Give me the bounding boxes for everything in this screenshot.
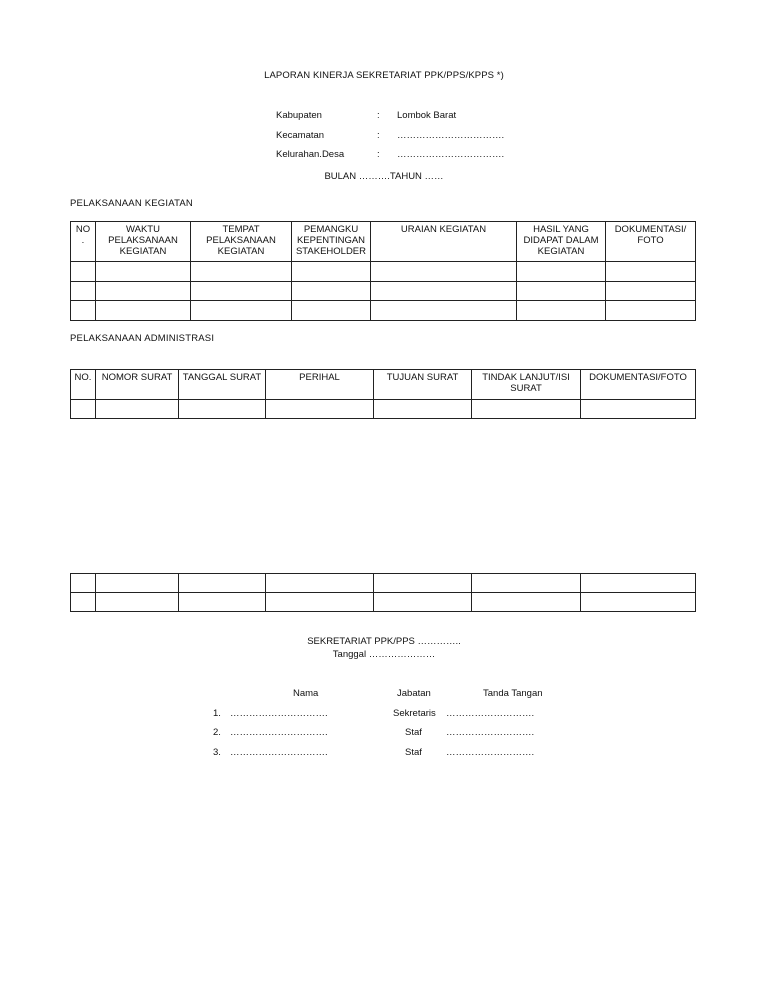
table-cell[interactable] (266, 400, 374, 419)
table-cell[interactable] (96, 301, 191, 321)
table-row (71, 574, 696, 593)
table-cell[interactable] (517, 301, 606, 321)
table-cell[interactable] (96, 282, 191, 301)
header-dokumentasi: DOKUMENTASI/ FOTO (606, 222, 696, 262)
signature-row-num: 2. (213, 727, 221, 738)
table-cell[interactable] (266, 593, 374, 612)
signature-row-name: …………………………. (230, 708, 328, 719)
signature-row-position: Sekretaris (393, 708, 436, 719)
table-cell[interactable] (292, 301, 371, 321)
signature-col-name: Nama (293, 688, 319, 699)
signature-date: Tanggal ………………… (332, 649, 436, 660)
table-cell[interactable] (191, 262, 292, 282)
header-tempat: TEMPAT PELAKSANAAN KEGIATAN (191, 222, 292, 262)
header-no: NO . (71, 222, 96, 262)
administrasi-continuation-table (70, 573, 696, 612)
info-colon: : (377, 110, 380, 121)
table-cell[interactable] (581, 400, 696, 419)
signature-row-position: Staf (405, 727, 422, 738)
info-value-kecamatan: ……………………………. (397, 130, 505, 141)
signature-row-position: Staf (405, 747, 422, 758)
table-cell[interactable] (292, 262, 371, 282)
header-tanggal-surat: TANGGAL SURAT (179, 370, 266, 400)
table-cell[interactable] (96, 400, 179, 419)
signature-row-num: 1. (213, 708, 221, 719)
table-header-row (71, 222, 696, 262)
info-value-kabupaten: Lombok Barat (397, 110, 457, 121)
table-cell[interactable] (96, 593, 179, 612)
table-cell[interactable] (96, 574, 179, 593)
table-cell[interactable] (191, 282, 292, 301)
table-cell[interactable] (179, 593, 266, 612)
header-waktu: WAKTU PELAKSANAAN KEGIATAN (96, 222, 191, 262)
table-cell[interactable] (517, 262, 606, 282)
table-cell[interactable] (517, 282, 606, 301)
header-uraian: URAIAN KEGIATAN (371, 222, 517, 262)
table-row (71, 262, 696, 282)
table-cell[interactable] (371, 262, 517, 282)
table-cell[interactable] (371, 301, 517, 321)
table-cell[interactable] (472, 593, 581, 612)
table-cell[interactable] (374, 574, 472, 593)
table-cell[interactable] (374, 593, 472, 612)
section-title-administrasi: PELAKSANAAN ADMINISTRASI (70, 333, 215, 344)
info-label-kecamatan: Kecamatan (276, 130, 325, 141)
table-cell[interactable] (179, 574, 266, 593)
signature-header (0, 635, 768, 661)
signature-row-sign: ………………………. (446, 708, 535, 719)
header-nomor-surat: NOMOR SURAT (96, 370, 179, 400)
signature-row-sign: ………………………. (446, 727, 535, 738)
header-hasil: HASIL YANG DIDAPAT DALAM KEGIATAN (517, 222, 606, 262)
table-row (71, 593, 696, 612)
info-colon: : (377, 130, 380, 141)
header-perihal: PERIHAL (266, 370, 374, 400)
table-cell[interactable] (472, 400, 581, 419)
table-cell[interactable] (374, 400, 472, 419)
table-cell[interactable] (266, 574, 374, 593)
table-cell[interactable] (71, 301, 96, 321)
signature-col-position: Jabatan (397, 688, 431, 699)
document-title: LAPORAN KINERJA SEKRETARIAT PPK/PPS/KPPS *) (264, 70, 504, 81)
table-cell[interactable] (581, 593, 696, 612)
table-cell[interactable] (581, 574, 696, 593)
info-label-kabupaten: Kabupaten (276, 110, 322, 121)
info-colon: : (377, 149, 380, 160)
administrasi-table (70, 369, 696, 419)
signature-row-num: 3. (213, 747, 221, 758)
table-cell[interactable] (472, 574, 581, 593)
signature-row-name: …………………………. (230, 727, 328, 738)
signature-col-sign: Tanda Tangan (483, 688, 543, 699)
table-cell[interactable] (71, 282, 96, 301)
header-pemangku: PEMANGKU KEPENTINGAN STAKEHOLDER (292, 222, 371, 262)
table-cell[interactable] (606, 282, 696, 301)
info-label-kelurahan: Kelurahan.Desa (276, 149, 345, 160)
table-cell[interactable] (71, 400, 96, 419)
section-title-kegiatan: PELAKSANAAN KEGIATAN (70, 198, 193, 209)
table-cell[interactable] (191, 301, 292, 321)
report-period: BULAN ……….TAHUN …… (324, 171, 444, 182)
table-cell[interactable] (179, 400, 266, 419)
table-cell[interactable] (96, 262, 191, 282)
signature-row-sign: ………………………. (446, 747, 535, 758)
header-dokumentasi: DOKUMENTASI/FOTO (581, 370, 696, 400)
info-value-kelurahan: ……………………………. (397, 149, 505, 160)
signature-row-name: …………………………. (230, 747, 328, 758)
header-no: NO. (71, 370, 96, 400)
header-tujuan-surat: TUJUAN SURAT (374, 370, 472, 400)
table-row (71, 301, 696, 321)
table-row (71, 400, 696, 419)
header-tindak-lanjut: TINDAK LANJUT/ISI SURAT (472, 370, 581, 400)
kegiatan-table (70, 221, 696, 321)
signature-org: SEKRETARIAT PPK/PPS ………….. (307, 636, 461, 647)
table-cell[interactable] (606, 262, 696, 282)
table-cell[interactable] (292, 282, 371, 301)
table-cell[interactable] (71, 262, 96, 282)
table-header-row (71, 370, 696, 400)
table-cell[interactable] (606, 301, 696, 321)
table-cell[interactable] (71, 593, 96, 612)
table-cell[interactable] (71, 574, 96, 593)
table-row (71, 282, 696, 301)
table-cell[interactable] (371, 282, 517, 301)
